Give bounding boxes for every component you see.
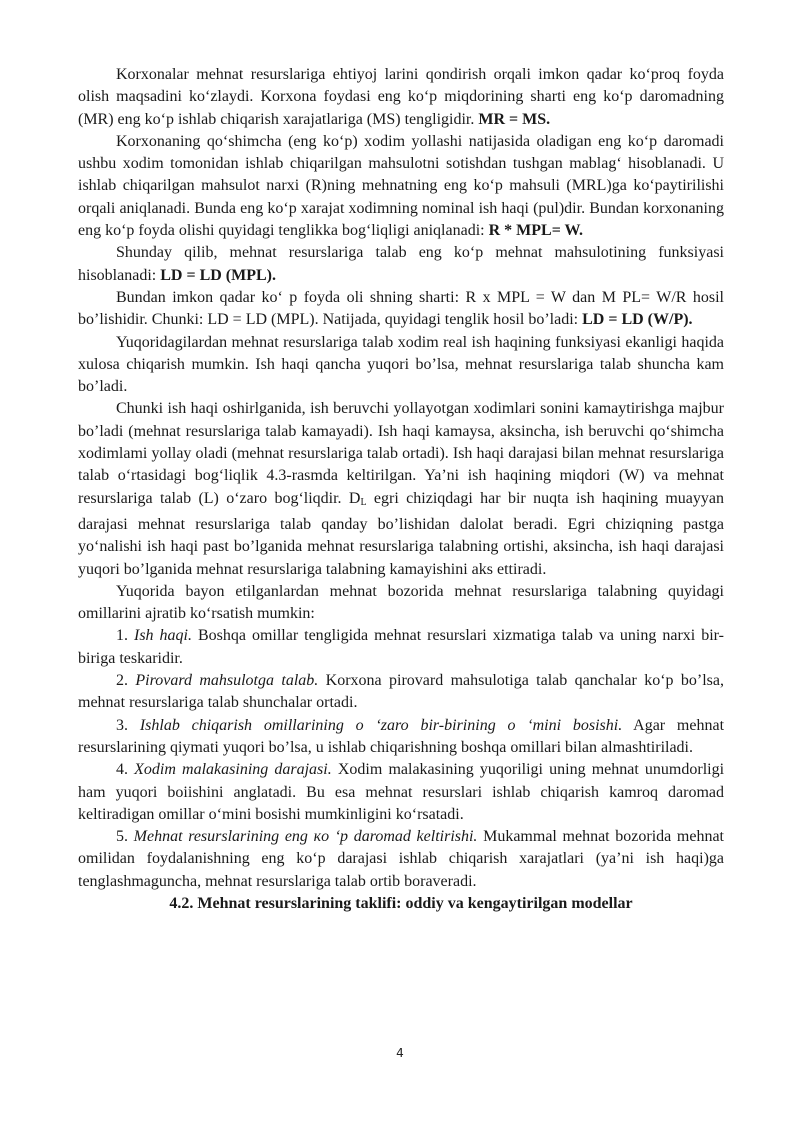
factor-number: 5. (116, 828, 128, 846)
paragraph-text: Bundan imkon qadar ko‘ p foyda oli shning sharti: R x MPL = W dan M PL= W/R hosil bo’lishidir. Chunki: LD = LD (MPL). Natijada, quyidagi tenglik hosil bo’ladi: (78, 288, 724, 329)
factor-text: Mukammal mehnat bozorida mehnat omilidan foydalanishning eng ko‘p darajasi ishlab chiqarish xarajatlari (ya’ni ish haqi)ga tenglashmaguncha, mehnat resurslariga talab ortib boraveradi. (78, 828, 724, 890)
paragraph-real-wage-equation (78, 287, 724, 332)
paragraph-marginal-revenue (78, 131, 724, 242)
subscript-l: L (360, 496, 367, 508)
factor-title: Mehnat resurslarining eng кo ‘p daromad keltirishi. (133, 828, 478, 846)
factor-number: 1. (116, 627, 128, 645)
factor-text: Boshqa omillar tengligida mehnat resurslari xizmatiga talab va uning narxi bir-biriga teskaridir. (78, 627, 724, 667)
formula-ld-w-p: LD = LD (W/P). (582, 311, 693, 329)
factor-title: Pirovard mahsulotga talab. (135, 672, 319, 690)
factor-text: Xodim malakasining yuqoriligi uning mehnat unumdorligi ham yuqori boiishini anglatadi. Bu esa mehnat resurslari ishlab chiqarish kamroq daromad keltiradigan omillar o‘mini bosishi mumkinligini ko‘rsatadi. (78, 761, 725, 823)
formula-mr-ms: MR = MS. (478, 110, 551, 128)
paragraph-text: Yuqoridagilardan mehnat resurslariga talab xodim real ish haqining funksiyasi ekanligi haqida xulosa chiqarish mumkin. Ish haqi qancha yuqori bo’lsa, mehnat resurslariga talab shuncha kam bo’ladi. (78, 333, 724, 396)
factor-item-3 (78, 715, 724, 760)
paragraph-text: Korxonalar mehnat resurslariga ehtiyoj larini qondirish orqali imkon qadar ko‘proq foyda olish maqsadini ko‘zlaydi. Korxona foydasi eng ko‘p miqdorining sharti eng ko‘p daromadning (MR) eng ko‘p ishlab chiqarish xarajatlariga (MS) tengligidir. (78, 66, 724, 128)
factor-title: Ishlab chiqarish omillarining o ‘zaro bir-birining o ‘mini bosishi. (139, 716, 623, 734)
paragraph-conclusion (78, 332, 724, 399)
paragraph-text: Yuqorida bayon etilganlardan mehnat bozorida mehnat resurslariga talabning quyidagi omillarini ajratib ko‘rsatish mumkin: (78, 582, 724, 623)
page-number: 4 (396, 1046, 404, 1060)
paragraph-labor-demand-function (78, 242, 724, 287)
factor-text: Agar mehnat resurslarining qiymati yuqori bo’lsa, u ishlab chiqarishning boshqa omillari bilan almashtiriladi. (78, 716, 725, 756)
factor-number: 2. (116, 672, 128, 690)
factor-title: Ish haqi. (133, 627, 192, 645)
paragraph-text: Shunday qilib, mehnat resurslariga talab eng ko‘p mehnat mahsulotining funksiyasi hisoblanadi: (78, 244, 724, 284)
factor-item-2 (78, 670, 724, 715)
factor-title: Xodim malakasining darajasi. (134, 761, 332, 779)
paragraph-text: Korxonaning qo‘shimcha (eng ko‘p) xodim yollashi natijasida oladigan eng ko‘p daromadi ushbu xodim tomonidan ishlab chiqarilgan mahsulotni sotishdan tushgan mablag‘ hisoblanadi. U ishlab chiqarilgan mahsulot narxi (R)ning mehnatning eng ko‘p mahsuli (MRL)ga ko‘paytirilishi orqali aniqlanadi. Bunda eng ko‘p xarajat xodimning nominal ish haqi (pul)dir. Bundan korxonaning eng ko‘p foyda olishi quyidagi tenglikka bog‘liqligi aniqlanadi: (78, 132, 724, 240)
paragraph-wage-demand-relation (78, 398, 724, 580)
factor-item-4 (78, 759, 724, 826)
paragraph-text: egri chiziqdagi har bir nuqta ish haqining muayyan darajasi mehnat resurslariga talab qanday bo’lishidan dalolat beradi. Egri chiziqning pastga yo‘nalishi ish haqi past bo’lganida mehnat resurslariga talabning ortishi, aksincha, ish haqi darajasi yuqori bo’lganida mehnat resurslariga talabning kamayishini aks ettiradi. (78, 489, 725, 578)
formula-ld-mpl: LD = LD (MPL). (160, 266, 276, 284)
factor-text: Korxona pirovard mahsulotiga talab qanchalar ko‘p bo’lsa, mehnat resurslariga talab shunchalar ortadi. (78, 672, 724, 712)
factor-number: 3. (116, 716, 128, 734)
factor-item-1 (78, 625, 724, 670)
factor-item-5 (78, 826, 724, 893)
section-heading: 4.2. Mehnat resurslarining taklifi: oddiy va kengaytirilgan modellar (169, 894, 633, 912)
paragraph-profit-condition (78, 64, 724, 131)
factor-number: 4. (116, 761, 128, 779)
paragraph-text: Chunki ish haqi oshirlganida, ish beruvchi yollayotgan xodimlari sonini kamaytirishga majbur bo’ladi (mehnat resurslariga talab kamayadi). Ish haqi kamaysa, aksincha, ish beruvchi qo‘shimcha xodimlami yollay oladi (mehnat resurslariga talab ortadi). Ish haqi darajasi bilan mehnat resurslariga talab o‘rtasidagi bog‘liqlik 4.3-rasmda keltirilgan. Ya’ni ish haqining miqdori (W) va mehnat resurslariga talab (L) o‘zaro bog‘liqdir. D (78, 400, 724, 507)
formula-r-mpl-w: R * MPL= W. (488, 222, 584, 240)
paragraph-factors-intro (78, 581, 724, 626)
